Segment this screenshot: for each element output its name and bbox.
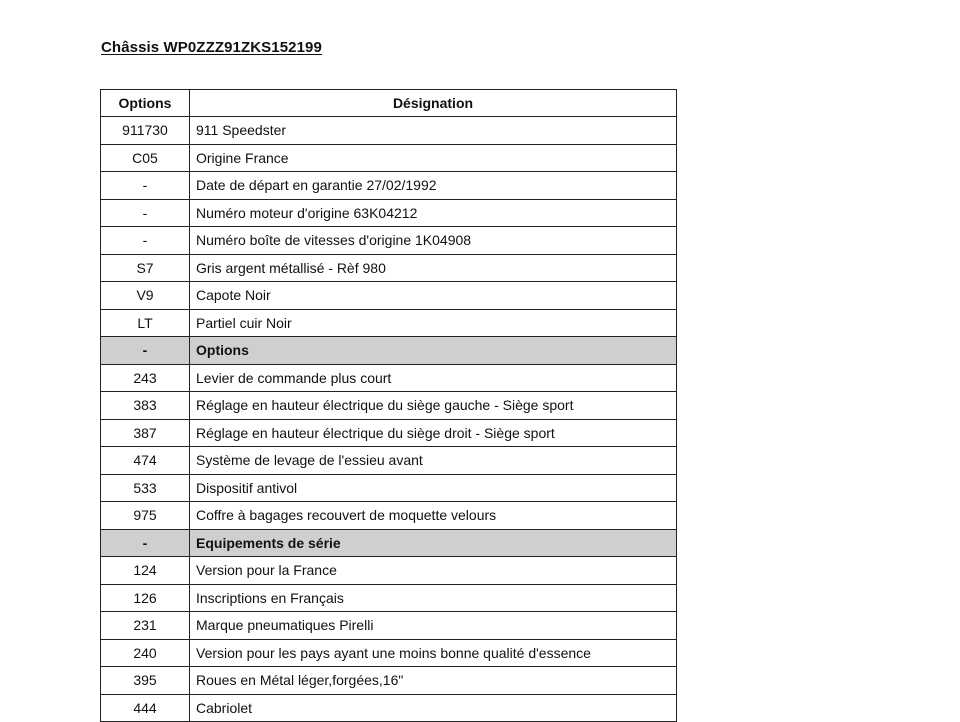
chassis-title: Châssis WP0ZZZ91ZKS152199 [101, 39, 322, 56]
designation-cell: Capote Noir [190, 282, 677, 310]
table-row [101, 557, 677, 585]
option-code-cell: 383 [101, 392, 190, 420]
designation-cell: Marque pneumatiques Pirelli [190, 612, 677, 640]
option-code-cell: S7 [101, 254, 190, 282]
option-code-cell: 240 [101, 639, 190, 667]
option-code-cell: 975 [101, 502, 190, 530]
option-code-cell: 387 [101, 419, 190, 447]
table-row [101, 419, 677, 447]
designation-cell: Version pour les pays ayant une moins bonne qualité d'essence [190, 639, 677, 667]
table-row [101, 172, 677, 200]
designation-cell: Réglage en hauteur électrique du siège gauche - Siège sport [190, 392, 677, 420]
designation-cell: Partiel cuir Noir [190, 309, 677, 337]
designation-cell: Inscriptions en Français [190, 584, 677, 612]
option-code-cell: C05 [101, 144, 190, 172]
table-row [101, 227, 677, 255]
table-row [101, 502, 677, 530]
designation-cell: Système de levage de l'essieu avant [190, 447, 677, 475]
option-code-cell: - [101, 172, 190, 200]
table-body [101, 117, 677, 722]
designation-cell: Numéro boîte de vitesses d'origine 1K04908 [190, 227, 677, 255]
designation-cell: Gris argent métallisé - Rèf 980 [190, 254, 677, 282]
option-code-cell: LT [101, 309, 190, 337]
table-row [101, 282, 677, 310]
table-row [101, 364, 677, 392]
option-code-cell: 395 [101, 667, 190, 695]
option-code-cell: - [101, 529, 190, 557]
option-code-cell: 474 [101, 447, 190, 475]
section-header-row [101, 529, 677, 557]
option-code-cell: 444 [101, 694, 190, 722]
option-code-cell: - [101, 199, 190, 227]
option-code-cell: 911730 [101, 117, 190, 145]
table-row [101, 144, 677, 172]
option-code-cell: V9 [101, 282, 190, 310]
designation-cell: Levier de commande plus court [190, 364, 677, 392]
options-table [100, 89, 677, 722]
designation-cell: Date de départ en garantie 27/02/1992 [190, 172, 677, 200]
option-code-cell: - [101, 337, 190, 365]
option-code-cell: 231 [101, 612, 190, 640]
designation-cell: 911 Speedster [190, 117, 677, 145]
designation-cell: Coffre à bagages recouvert de moquette velours [190, 502, 677, 530]
table-row [101, 639, 677, 667]
option-code-cell: 243 [101, 364, 190, 392]
section-header-row [101, 337, 677, 365]
section-title-cell: Equipements de série [190, 529, 677, 557]
designation-cell: Réglage en hauteur électrique du siège droit - Siège sport [190, 419, 677, 447]
option-code-cell: 124 [101, 557, 190, 585]
designation-cell: Dispositif antivol [190, 474, 677, 502]
option-code-cell: - [101, 227, 190, 255]
table-row [101, 474, 677, 502]
table-row [101, 254, 677, 282]
section-title-cell: Options [190, 337, 677, 365]
table-header-row [101, 90, 677, 117]
table-row [101, 117, 677, 145]
table-row [101, 612, 677, 640]
designation-column-header: Désignation [190, 90, 677, 117]
table-row [101, 392, 677, 420]
table-row [101, 667, 677, 695]
table-row [101, 584, 677, 612]
table-row [101, 447, 677, 475]
designation-cell: Version pour la France [190, 557, 677, 585]
designation-cell: Origine France [190, 144, 677, 172]
table-row [101, 309, 677, 337]
designation-cell: Cabriolet [190, 694, 677, 722]
table-row [101, 199, 677, 227]
designation-cell: Numéro moteur d'origine 63K04212 [190, 199, 677, 227]
designation-cell: Roues en Métal léger,forgées,16" [190, 667, 677, 695]
options-column-header: Options [101, 90, 190, 117]
option-code-cell: 533 [101, 474, 190, 502]
option-code-cell: 126 [101, 584, 190, 612]
table-row [101, 694, 677, 722]
